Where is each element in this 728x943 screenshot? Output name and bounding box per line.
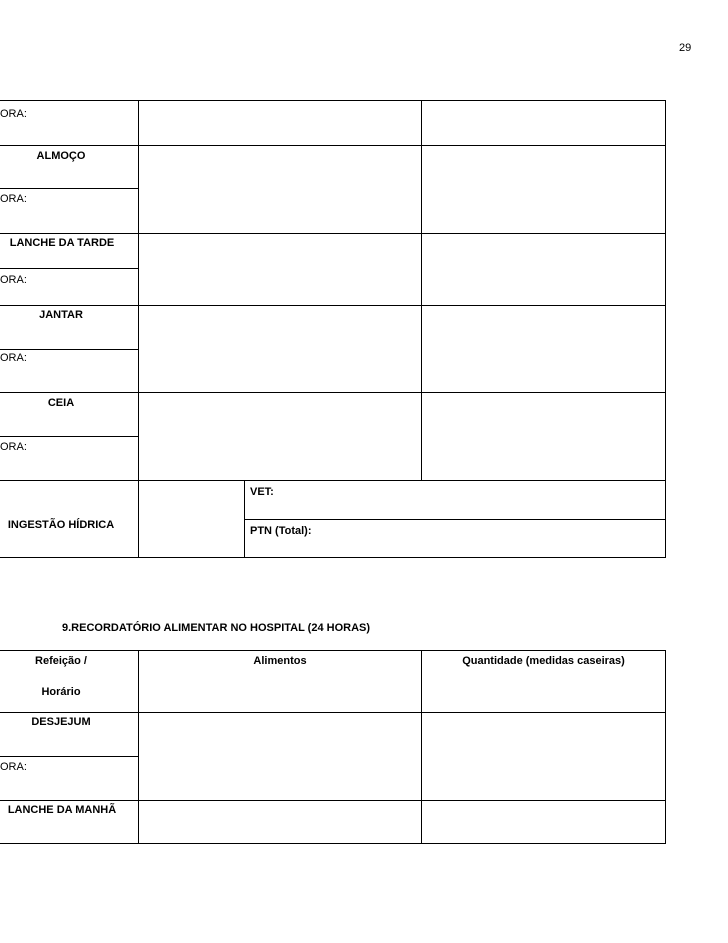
table-border <box>0 756 138 757</box>
meal-label-desjejum: DESJEJUM <box>31 716 91 728</box>
meal-label-jantar: JANTAR <box>39 309 83 321</box>
table-border <box>0 843 665 844</box>
hora-label: ORA: <box>0 193 27 205</box>
ptn-total-label: PTN (Total): <box>250 525 312 537</box>
header-quantidade: Quantidade (medidas caseiras) <box>462 655 625 667</box>
meal-label-almoco: ALMOÇO <box>36 150 86 162</box>
header-alimentos: Alimentos <box>253 655 307 667</box>
table-border <box>421 650 422 844</box>
hora-label: ORA: <box>0 761 27 773</box>
meal-label-lanche-da-manha: LANCHE DA MANHÃ <box>7 804 117 816</box>
table-border <box>0 650 665 651</box>
vet-label: VET: <box>250 486 274 498</box>
meal-label-lanche-da-tarde: LANCHE DA TARDE <box>9 237 115 249</box>
header-refeicao: Refeição / <box>35 655 87 667</box>
meal-label-ceia: CEIA <box>47 397 75 409</box>
hora-label: ORA: <box>0 108 27 120</box>
header-horario: Horário <box>41 686 81 698</box>
page-number: 29 <box>679 42 692 54</box>
table-border <box>0 712 665 713</box>
hora-label: ORA: <box>0 441 27 453</box>
hora-label: ORA: <box>0 352 27 364</box>
table-border <box>138 650 139 844</box>
section-title: 9.RECORDATÓRIO ALIMENTAR NO HOSPITAL (24 HORAS) <box>62 622 371 634</box>
ingestao-hidrica-label: INGESTÃO HÍDRICA <box>7 519 115 531</box>
hora-label: ORA: <box>0 274 27 286</box>
table-border <box>0 800 665 801</box>
table-border <box>665 650 666 844</box>
